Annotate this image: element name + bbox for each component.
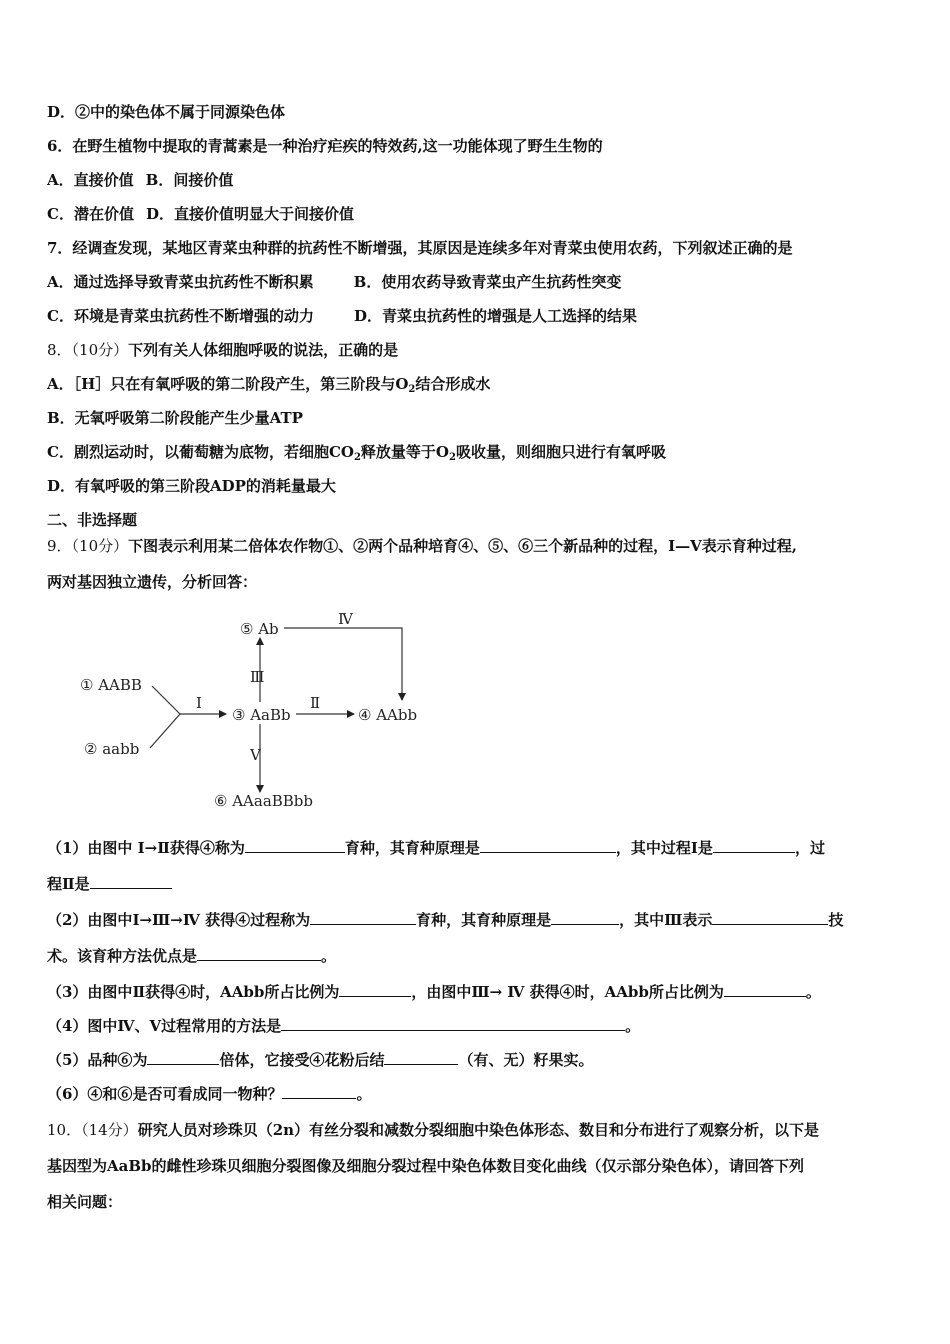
q7-option-b: B．使用农药导致青菜虫产生抗药性突变 bbox=[353, 273, 622, 291]
node-aabb-dominant: ① AABB bbox=[80, 676, 142, 694]
q10-score: （14分） bbox=[81, 1121, 138, 1139]
q8-a-sub: 2 bbox=[408, 384, 416, 395]
process-label-3: Ⅲ bbox=[250, 668, 265, 686]
q9-1c: ，其中过程Ⅰ是 bbox=[615, 839, 713, 857]
edge-n5-to-n4 bbox=[284, 628, 402, 700]
process-label-1: Ⅰ bbox=[196, 694, 202, 712]
question-7-options-cd bbox=[47, 306, 637, 326]
q9-sub3 bbox=[47, 982, 821, 1002]
q9-text: 下图表示利用某二倍体农作物①、②两个品种培育④、⑤、⑥三个新品种的过程，Ⅰ—Ⅴ表示育种过程, bbox=[128, 537, 798, 555]
q9-2b: 育种，其育种原理是 bbox=[416, 911, 552, 929]
q7-option-d: D．青菜虫抗药性的增强是人工选择的结果 bbox=[353, 307, 637, 325]
node-aabb-recessive: ② aabb bbox=[84, 740, 140, 758]
q9-score: （10分） bbox=[71, 537, 129, 555]
q8-option-a bbox=[47, 374, 490, 394]
q9-2d: 技 bbox=[828, 911, 844, 929]
breeding-diagram bbox=[70, 600, 440, 820]
question-6-options-cd bbox=[47, 204, 354, 224]
node-aabb-target: ④ AAbb bbox=[358, 706, 418, 724]
blank-q9-1-method[interactable] bbox=[245, 838, 345, 853]
q9-1a: （1）由图中 Ⅰ→Ⅱ获得④称为 bbox=[47, 839, 245, 857]
blank-q9-3-ratio2[interactable] bbox=[724, 982, 806, 997]
node-tetraploid: ⑥ AAaaBBbb bbox=[214, 792, 314, 810]
q8-a-post: 结合形成水 bbox=[415, 375, 491, 393]
q9-3b: ，由图中Ⅲ→ Ⅳ 获得④时，AAbb所占比例为 bbox=[411, 983, 724, 1001]
q9-2e: 术。该育种方法优点是 bbox=[47, 947, 198, 965]
q9-sub5 bbox=[47, 1050, 593, 1070]
q8-option-d: D．有氧呼吸的第三阶段ADP的消耗量最大 bbox=[47, 477, 336, 495]
node-aabb-hybrid: ③ AaBb bbox=[232, 706, 291, 724]
section-heading-nonchoice: 二、非选择题 bbox=[47, 511, 138, 529]
q8-number: 8． bbox=[47, 341, 72, 359]
q9-3a: （3）由图中Ⅱ获得④时，AAbb所占比例为 bbox=[47, 983, 340, 1001]
q9-sub2-line1 bbox=[47, 910, 843, 930]
q6-option-a: A．直接价值 bbox=[47, 171, 134, 189]
blank-q9-1-principle[interactable] bbox=[480, 838, 616, 853]
q9-4b: 。 bbox=[625, 1017, 641, 1035]
q9-1d: ，过 bbox=[794, 839, 825, 857]
q10-text: 研究人员对珍珠贝（2n）有丝分裂和减数分裂细胞中染色体形态、数目和分布进行了观察分析，以下是 bbox=[137, 1121, 820, 1139]
q9-number: 9． bbox=[47, 537, 72, 555]
q8-c-sub1: 2 bbox=[353, 452, 361, 463]
q9-6a: （6）④和⑥是否可看成同一物种？ bbox=[47, 1085, 283, 1103]
q8-option-c bbox=[47, 442, 666, 462]
q8-a-pre: A．［H］只在有氧呼吸的第二阶段产生，第三阶段与O bbox=[47, 375, 409, 393]
question-6: 6．在野生植物中提取的青蒿素是一种治疗疟疾的特效药,这一功能体现了野生生物的 bbox=[47, 137, 603, 155]
q9-sub6 bbox=[47, 1084, 371, 1104]
q9-5c: （有、无）籽果实。 bbox=[458, 1051, 594, 1069]
q8-c-pre: C．剧烈运动时，以葡萄糖为底物，若细胞CO bbox=[47, 443, 354, 461]
q9-5b: 倍体，它接受④花粉后结 bbox=[219, 1051, 385, 1069]
blank-q9-5-ploidy[interactable] bbox=[147, 1050, 219, 1065]
q8-score: （10分） bbox=[71, 341, 129, 359]
question-8 bbox=[47, 340, 398, 360]
q6-option-d: D．直接价值明显大于间接价值 bbox=[145, 205, 354, 223]
q8-text: 下列有关人体细胞呼吸的说法，正确的是 bbox=[128, 341, 399, 359]
q9-2a: （2）由图中Ⅰ→Ⅲ→Ⅳ 获得④过程称为 bbox=[47, 911, 311, 929]
question-10-line2: 基因型为AaBb的雌性珍珠贝细胞分裂图像及细胞分裂过程中染色体数目变化曲线（仅示部分染色体），请回答下列 bbox=[47, 1157, 805, 1175]
process-label-2: Ⅱ bbox=[310, 694, 321, 712]
q8-c-mid: 释放量等于O bbox=[360, 443, 449, 461]
q8-c-sub2: 2 bbox=[449, 452, 456, 463]
q8-option-b: B．无氧呼吸第二阶段能产生少量ATP bbox=[47, 409, 303, 427]
question-9 bbox=[47, 536, 797, 556]
question-10-line3: 相关问题： bbox=[47, 1193, 123, 1211]
blank-q9-6-species[interactable] bbox=[282, 1084, 356, 1099]
q6-option-c: C．潜在价值 bbox=[47, 205, 134, 223]
question-6-options-ab bbox=[47, 170, 233, 190]
q9-6b: 。 bbox=[356, 1085, 372, 1103]
q10-number: 10． bbox=[47, 1121, 82, 1139]
process-label-4: Ⅳ bbox=[338, 610, 353, 628]
q7-option-a: A．通过选择导致青菜虫抗药性不断积累 bbox=[47, 273, 314, 291]
blank-q9-5-seed[interactable] bbox=[384, 1050, 458, 1065]
blank-q9-2-method[interactable] bbox=[310, 910, 416, 925]
q9-1e: 程Ⅱ是 bbox=[47, 875, 90, 893]
q8-c-post: 吸收量，则细胞只进行有氧呼吸 bbox=[455, 443, 666, 461]
q9-2c: ，其中Ⅲ表示 bbox=[619, 911, 713, 929]
option-d-chromosome: D．②中的染色体不属于同源染色体 bbox=[47, 103, 286, 121]
blank-q9-2-technique[interactable] bbox=[712, 910, 828, 925]
q9-sub1-line1 bbox=[47, 838, 825, 858]
q9-sub4 bbox=[47, 1016, 640, 1036]
q9-4a: （4）图中Ⅳ、Ⅴ过程常用的方法是 bbox=[47, 1017, 282, 1035]
q9-3c: 。 bbox=[805, 983, 821, 1001]
edge-n2-to-junction bbox=[150, 714, 180, 748]
blank-q9-1-process1[interactable] bbox=[713, 838, 795, 853]
q9-sub2-line2 bbox=[47, 946, 336, 966]
process-label-5: Ⅴ bbox=[250, 746, 261, 764]
q9-sub1-line2 bbox=[47, 874, 172, 894]
edge-n1-to-junction bbox=[152, 686, 180, 714]
q9-1b: 育种，其育种原理是 bbox=[344, 839, 480, 857]
blank-q9-2-principle[interactable] bbox=[551, 910, 619, 925]
blank-q9-1-process2[interactable] bbox=[90, 874, 172, 889]
q6-option-b: B．间接价值 bbox=[145, 171, 234, 189]
question-7-options-ab bbox=[47, 272, 621, 292]
blank-q9-4-method[interactable] bbox=[281, 1016, 625, 1031]
question-7: 7．经调查发现，某地区青菜虫种群的抗药性不断增强，其原因是连续多年对青菜虫使用农药，下列叙述正确的是 bbox=[47, 239, 793, 257]
node-ab-haploid: ⑤ Ab bbox=[240, 620, 279, 638]
question-9-line2: 两对基因独立遗传，分析回答： bbox=[47, 573, 258, 591]
blank-q9-3-ratio1[interactable] bbox=[339, 982, 411, 997]
q9-5a: （5）品种⑥为 bbox=[47, 1051, 148, 1069]
question-10 bbox=[47, 1120, 819, 1140]
q7-option-c: C．环境是青菜虫抗药性不断增强的动力 bbox=[47, 307, 314, 325]
blank-q9-2-advantage[interactable] bbox=[197, 946, 321, 961]
q9-2f: 。 bbox=[321, 947, 337, 965]
